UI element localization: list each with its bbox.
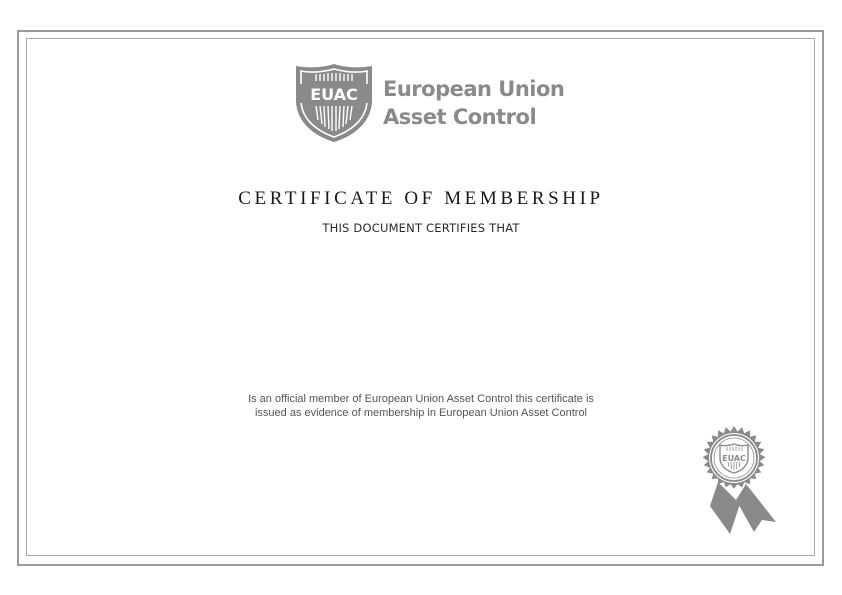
logo-name-line2: Asset Control [383,105,537,129]
logo-name-line1: European Union [383,77,565,101]
certificate-body [221,392,621,420]
euac-logo [292,62,564,144]
logo-badge-text: EUAC [310,85,358,104]
certificate-title: CERTIFICATE OF MEMBERSHIP [238,188,604,209]
certificate-body-line2: issued as evidence of membership in European Union Asset Control [254,407,588,419]
logo-wordmark [383,75,564,131]
certificate-subtitle: THIS DOCUMENT CERTIFIES THAT [322,221,520,235]
award-seal-icon [690,424,780,539]
certificate-body-line1: Is an official member of European Union Asset Control this certificate is [248,393,594,405]
shield-icon [292,62,376,144]
seal-badge-text: EUAC [722,454,746,463]
